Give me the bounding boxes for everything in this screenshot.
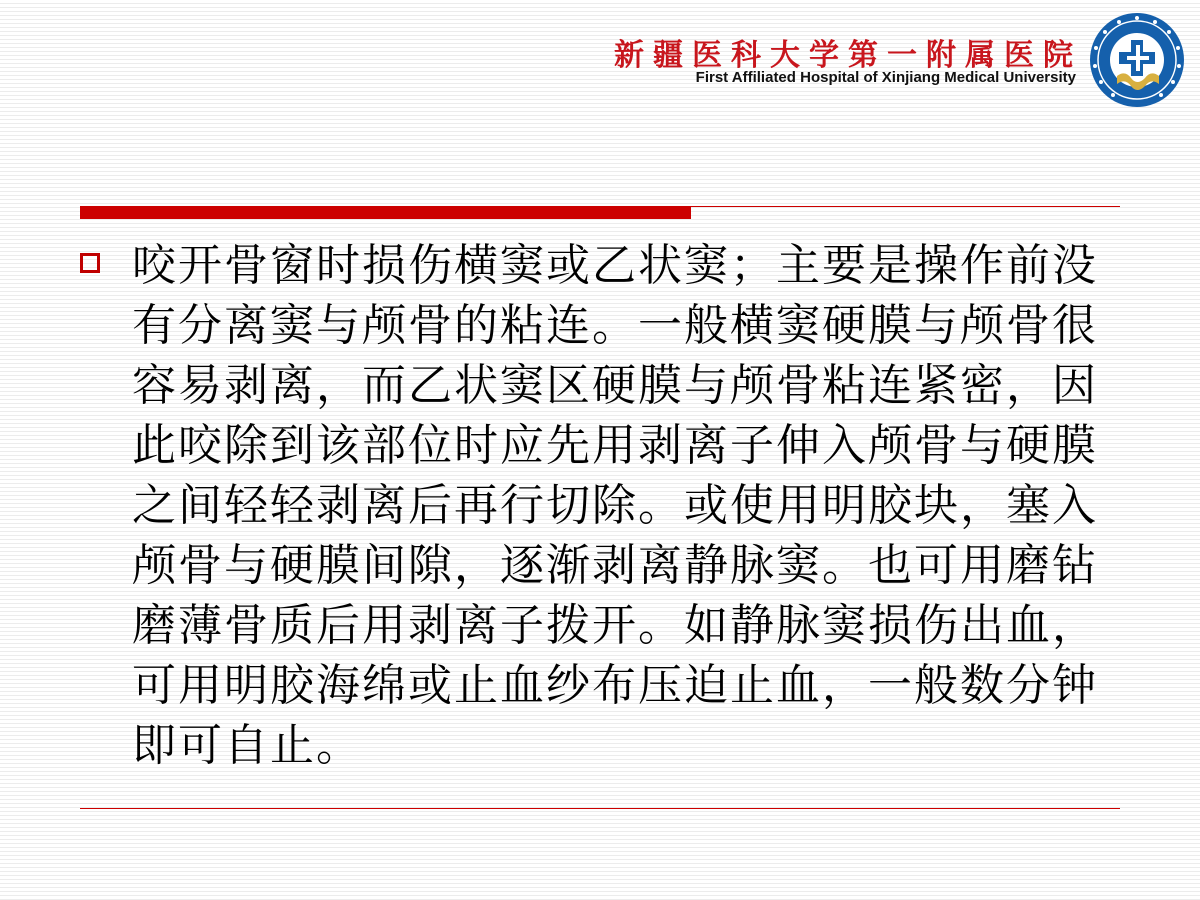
- hollow-square-bullet-icon: [80, 253, 100, 273]
- bottom-divider: [80, 808, 1120, 809]
- body-paragraph: 咬开骨窗时损伤横窦或乙状窦；主要是操作前没有分离窦与颅骨的粘连。一般横窦硬膜与颅骨很容易剥离，而乙状窦区硬膜与颅骨粘连紧密，因此咬除到该部位时应先用剥离子伸入颅骨与硬膜之间轻轻剥离后再行切除。或使用明胶块，塞入颅骨与硬膜间隙，逐渐剥离静脉窦。也可用磨钻磨薄骨质后用剥离子拨开。如静脉窦损伤出血，可用明胶海绵或止血纱布压迫止血，一般数分钟即可自止。: [132, 240, 1098, 771]
- top-divider-thin-line: [691, 206, 1120, 207]
- top-divider: [80, 204, 1120, 219]
- hospital-logo-icon: [1089, 12, 1185, 108]
- top-divider-thick-bar: [80, 206, 691, 219]
- hospital-name-chinese: 新疆医科大学第一附属医院: [614, 38, 1082, 73]
- slide-header: [0, 0, 1200, 120]
- hospital-name-english: First Affiliated Hospital of Xinjiang Medical University: [695, 69, 1076, 86]
